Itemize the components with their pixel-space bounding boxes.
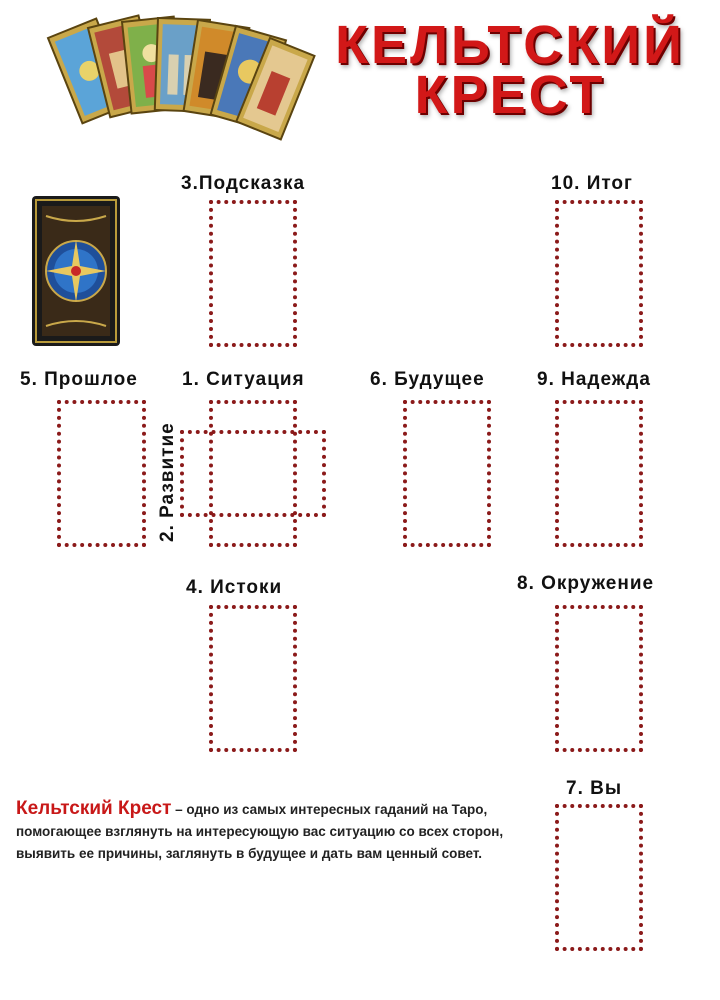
slot-position-4 — [209, 605, 297, 752]
description-highlight: Кельтский Крест — [16, 798, 172, 819]
label-position-7: 7. Вы — [566, 778, 623, 799]
slot-position-7 — [555, 804, 643, 951]
description-text: – одно из самых интересных гаданий на Таро, помогающее взглянуть на интересующую вас ситуацию со всех сторон, выявить ее причины, заглянуть в будущее и дать вам ценный совет. — [16, 802, 504, 861]
label-position-1: 1. Ситуация — [182, 369, 305, 390]
title-line-2: КРЕСТ — [414, 65, 606, 125]
label-position-9: 9. Надежда — [537, 369, 651, 390]
tarot-cards-fan-image — [18, 8, 318, 148]
label-position-6: 6. Будущее — [370, 369, 485, 390]
slot-position-3 — [209, 200, 297, 347]
slot-position-8 — [555, 605, 643, 752]
label-position-8: 8. Окружение — [517, 573, 655, 594]
label-position-10: 10. Итог — [551, 173, 633, 194]
label-position-4: 4. Истоки — [186, 577, 283, 598]
label-position-3: 3.Подсказка — [181, 173, 306, 194]
label-position-5: 5. Прошлое — [20, 369, 138, 390]
slot-position-9 — [555, 400, 643, 547]
page-title — [330, 15, 690, 125]
tarot-card-back-image — [32, 196, 120, 346]
title-line-1: КЕЛЬТСКИЙ — [335, 15, 685, 75]
slot-position-6 — [403, 400, 491, 547]
slot-position-10 — [555, 200, 643, 347]
slot-position-2 — [180, 430, 326, 517]
description-paragraph — [16, 798, 546, 865]
label-position-2: 2. Развитие — [157, 422, 178, 542]
slot-position-5 — [57, 400, 146, 547]
